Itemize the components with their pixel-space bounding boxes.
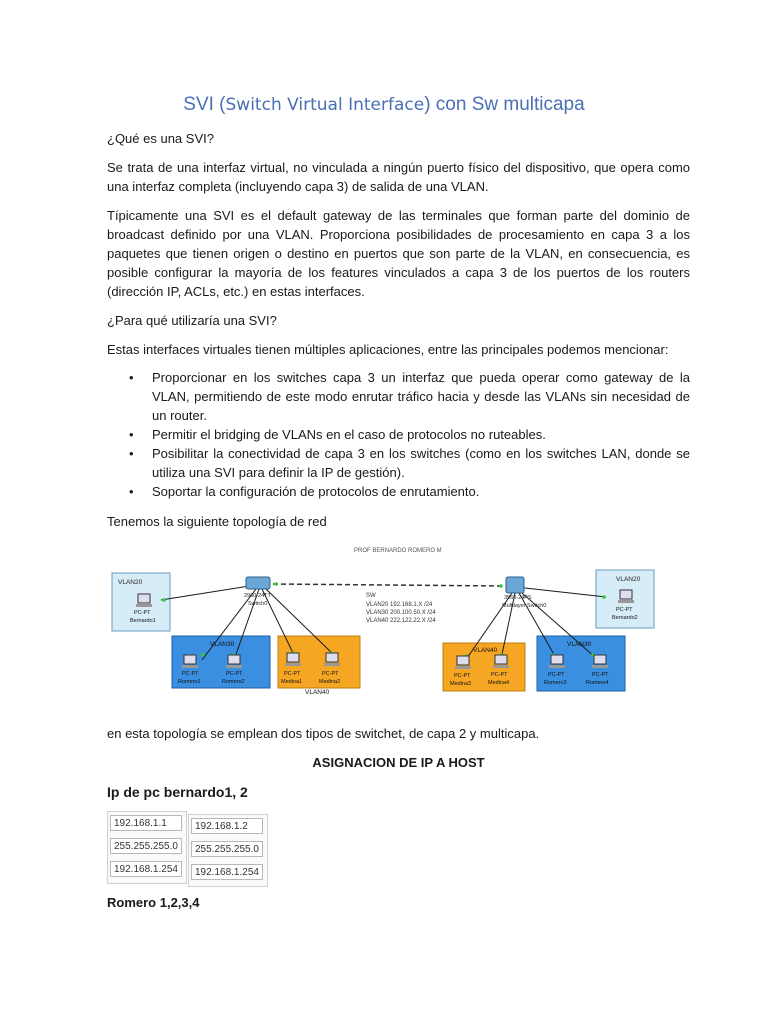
- pc-type-label: PC-PT: [454, 673, 471, 679]
- switch-right-model: 3560-24PS: [504, 595, 532, 601]
- sw-line: VLAN20 192.168.1.X /24: [366, 602, 433, 608]
- gateway-field[interactable]: 192.168.1.254: [191, 864, 263, 880]
- list-item: • Posibilitar la conectividad de capa 3 en los switches (como en los switches LAN, donde se utiliza una SVI para definir la IP de gestión).: [107, 444, 690, 482]
- network-diagram: [106, 537, 666, 705]
- pc-name: Bernardo2: [612, 615, 638, 621]
- title-part2: Switch Virtual Interface: [225, 95, 425, 115]
- paragraph-4: en esta topología se emplean dos tipos de switchet, de capa 2 y multicapa.: [107, 726, 540, 741]
- list-item: • Proporcionar en los switches capa 3 un interfaz que pueda operar como gateway de la VLAN, permitiendo de este modo enrutar tráfico hacia y desde las VLANs sin necesidad de un router.: [107, 368, 690, 425]
- sw-line: VLAN40 222.122.22.X /24: [366, 618, 436, 624]
- ip-address-field[interactable]: 192.168.1.2: [191, 818, 263, 834]
- list-item: • Soportar la configuración de protocolos de enrutamiento.: [107, 482, 690, 501]
- ip-address-field[interactable]: 192.168.1.1: [110, 815, 182, 831]
- list-item: • Permitir el bridging de VLANs en el caso de protocolos no ruteables.: [107, 425, 690, 444]
- question-1: ¿Qué es una SVI?: [107, 131, 214, 146]
- sw-label: SW: [366, 593, 376, 599]
- pc-name: Medina3: [450, 681, 472, 687]
- pc-name: Bernardo1: [130, 618, 156, 624]
- switch-left-name: Switch0: [248, 601, 268, 607]
- romero-title: Romero 1,2,3,4: [107, 895, 200, 910]
- switch-left-model: 2960-24TT: [244, 593, 271, 599]
- paragraph-2: Típicamente una SVI es el default gateway de las terminales que forman parte del dominio de broadcast definido por una VLAN. Proporciona posibilidades de procesamiento en capa 3 a los paquetes que tienen origen o destino en puertos que son parte de la VLAN, en consecuencia, es posible configurar la mayoría de los features vinculados a capa 3 de los puertos de los routers (dirección IP, ACLs, etc.) en estas interfaces.: [107, 208, 690, 299]
- title-part3: ) con Sw multicapa: [424, 94, 585, 115]
- vlan30-left-label: VLAN30: [210, 641, 235, 648]
- pc-name: Romero3: [544, 680, 567, 686]
- pc-type-label: PC-PT: [182, 671, 199, 677]
- sw-line: VLAN30 200.100.50.X /24: [366, 610, 436, 616]
- switch-right-name: Multilayer Switch0: [502, 603, 547, 609]
- page-title: [0, 94, 768, 116]
- vlan20-left-label: VLAN20: [118, 579, 143, 586]
- pc-name: Romero4: [586, 680, 609, 686]
- pc-name: Romero1: [178, 679, 201, 685]
- pc-type-label: PC-PT: [616, 607, 633, 613]
- pc-type-label: PC-PT: [592, 672, 609, 678]
- question-2: ¿Para qué utilizaría una SVI?: [107, 313, 277, 328]
- vlan40-right-label: VLAN40: [473, 647, 498, 654]
- subnet-mask-field[interactable]: 255.255.255.0: [191, 841, 263, 857]
- gateway-field[interactable]: 192.168.1.254: [110, 861, 182, 877]
- section-heading: ASIGNACION DE IP A HOST: [312, 755, 485, 770]
- pc-type-label: PC-PT: [548, 672, 565, 678]
- pc-name: Medina2: [319, 679, 341, 685]
- pc-type-label: PC-PT: [134, 610, 151, 616]
- paragraph-1: Se trata de una interfaz virtual, no vinculada a ningún puerto físico del dispositivo, que opera como una interfaz completa (incluyendo capa 3) de salida de una VLAN.: [107, 160, 690, 194]
- pc-type-label: PC-PT: [284, 671, 301, 677]
- pc-name: Medina1: [281, 679, 303, 685]
- pc-name: Medina4: [488, 680, 510, 686]
- vlan20-right-label: VLAN20: [616, 576, 641, 583]
- subnet-mask-field[interactable]: 255.255.255.0: [110, 838, 182, 854]
- title-part1: SVI (: [183, 94, 226, 115]
- pc-type-label: PC-PT: [322, 671, 339, 677]
- pc-type-label: PC-PT: [491, 672, 508, 678]
- vlan40-left-label: VLAN40: [305, 689, 330, 696]
- vlan30-right-label: VLAN30: [567, 641, 592, 648]
- paragraph-3: Estas interfaces virtuales tienen múltiples aplicaciones, entre las principales podemos mencionar:: [107, 342, 669, 357]
- pc-type-label: PC-PT: [226, 671, 243, 677]
- topology-intro: Tenemos la siguiente topología de red: [107, 514, 327, 529]
- bullet-list: [107, 368, 690, 501]
- diagram-header: PROF BERNARDO ROMERO M: [354, 548, 442, 554]
- pc-name: Romero2: [222, 679, 245, 685]
- ip-bernardo-title: Ip de pc bernardo1, 2: [107, 784, 248, 800]
